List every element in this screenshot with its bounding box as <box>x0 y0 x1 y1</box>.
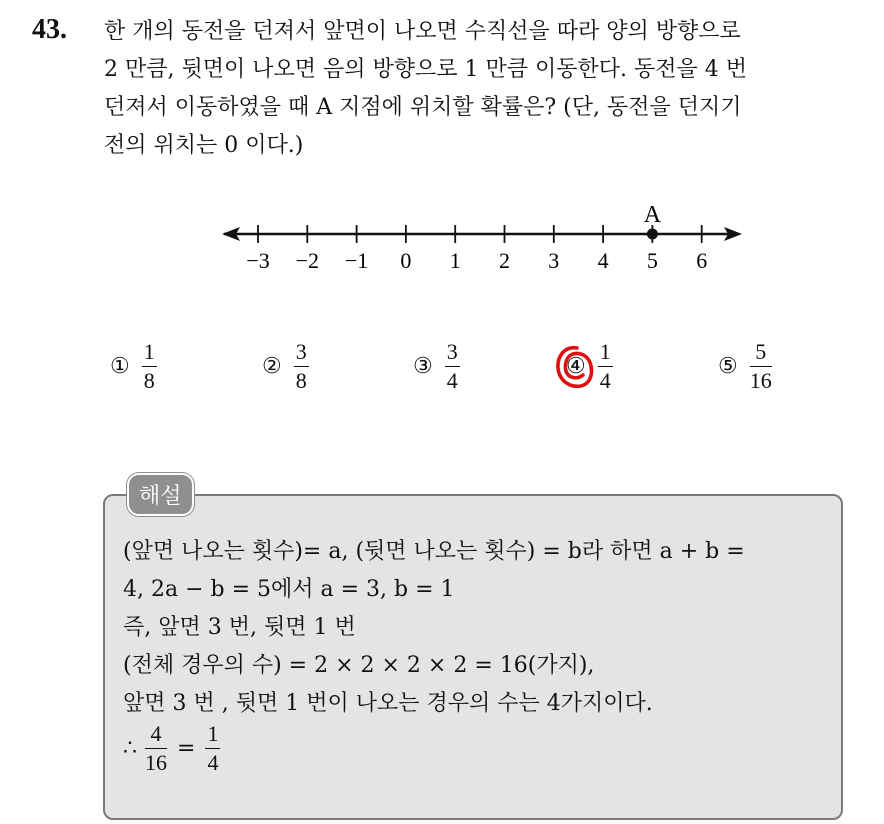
explanation-line-3: 즉, 앞면 3 번, 뒷면 1 번 <box>123 615 356 640</box>
explanation-line-2: 4, 2a − b = 5에서 a = 3, b = 1 <box>123 577 455 602</box>
tick-label: 3 <box>548 248 560 273</box>
question-line-2: 2 만큼, 뒷면이 나오면 음의 방향으로 1 만큼 이동한다. 동전을 4 번 <box>104 57 747 82</box>
tick-label: −2 <box>295 248 320 273</box>
tick-label: 4 <box>597 248 609 273</box>
therefore-symbol: ∴ <box>123 736 137 761</box>
choice-4-fraction <box>598 340 613 393</box>
final-fraction-1-numerator: 4 <box>150 721 162 746</box>
point-a <box>647 229 658 240</box>
choice-5[interactable] <box>718 340 772 393</box>
equals-symbol: = <box>177 736 196 761</box>
explanation-tab: 해설 <box>127 473 194 516</box>
choice-2[interactable] <box>262 340 309 393</box>
tick-label: −1 <box>344 248 369 273</box>
answer-circle-mark-icon <box>555 344 595 390</box>
final-fraction-2-denominator: 4 <box>207 750 219 775</box>
choice-5-numerator: 5 <box>755 339 767 364</box>
final-fraction-2 <box>205 722 220 775</box>
question-number: 43. <box>32 14 67 45</box>
explanation-line-4: (전체 경우의 수) = 2 × 2 × 2 × 2 = 16(가지), <box>123 653 595 678</box>
explanation-final-equation <box>123 722 220 775</box>
choice-2-mark: ② <box>262 354 282 379</box>
choice-3-fraction <box>445 340 460 393</box>
tick-label: 6 <box>696 248 708 273</box>
choice-3[interactable] <box>413 340 460 393</box>
tick-label: −3 <box>246 248 270 273</box>
explanation-line-5: 앞면 3 번 , 뒷면 1 번이 나오는 경우의 수는 4가지이다. <box>123 691 653 716</box>
choice-3-mark: ③ <box>413 354 433 379</box>
choice-4-mark: ④ <box>566 354 586 379</box>
final-fraction-1-denominator: 16 <box>145 750 167 775</box>
choice-3-numerator: 3 <box>446 339 458 364</box>
choice-5-denominator: 16 <box>749 368 772 393</box>
choice-3-denominator: 4 <box>446 368 458 393</box>
question-line-4: 전의 위치는 0 이다.) <box>104 133 304 158</box>
tick-label: 0 <box>400 248 412 273</box>
tick-label: 2 <box>499 248 510 273</box>
choice-4-denominator: 4 <box>599 368 611 393</box>
choice-5-fraction <box>750 340 772 393</box>
choice-1-mark: ① <box>110 354 130 379</box>
choice-4-numerator: 1 <box>599 339 611 364</box>
question-line-3: 던져서 이동하였을 때 A 지점에 위치할 확률은? (단, 동전을 던지기 <box>104 95 742 120</box>
choice-2-denominator: 8 <box>295 368 307 393</box>
choice-1[interactable] <box>110 340 157 393</box>
question-line-1: 한 개의 동전을 던져서 앞면이 나오면 수직선을 따라 양의 방향으로 <box>104 19 741 44</box>
choice-1-numerator: 1 <box>143 339 155 364</box>
tick-label: 5 <box>646 248 658 273</box>
point-a-label: A <box>643 202 662 228</box>
explanation-line-1: (앞면 나오는 횟수)= a, (뒷면 나오는 횟수) = b라 하면 a + b = <box>123 539 745 564</box>
choice-5-mark: ⑤ <box>718 354 738 379</box>
final-fraction-1 <box>145 722 167 775</box>
final-fraction-2-numerator: 1 <box>207 721 219 746</box>
choice-2-numerator: 3 <box>295 339 307 364</box>
choice-1-denominator: 8 <box>143 368 155 393</box>
choice-2-fraction <box>294 340 309 393</box>
tick-label: 1 <box>449 248 461 273</box>
choice-1-fraction <box>142 340 157 393</box>
number-line <box>210 190 750 280</box>
